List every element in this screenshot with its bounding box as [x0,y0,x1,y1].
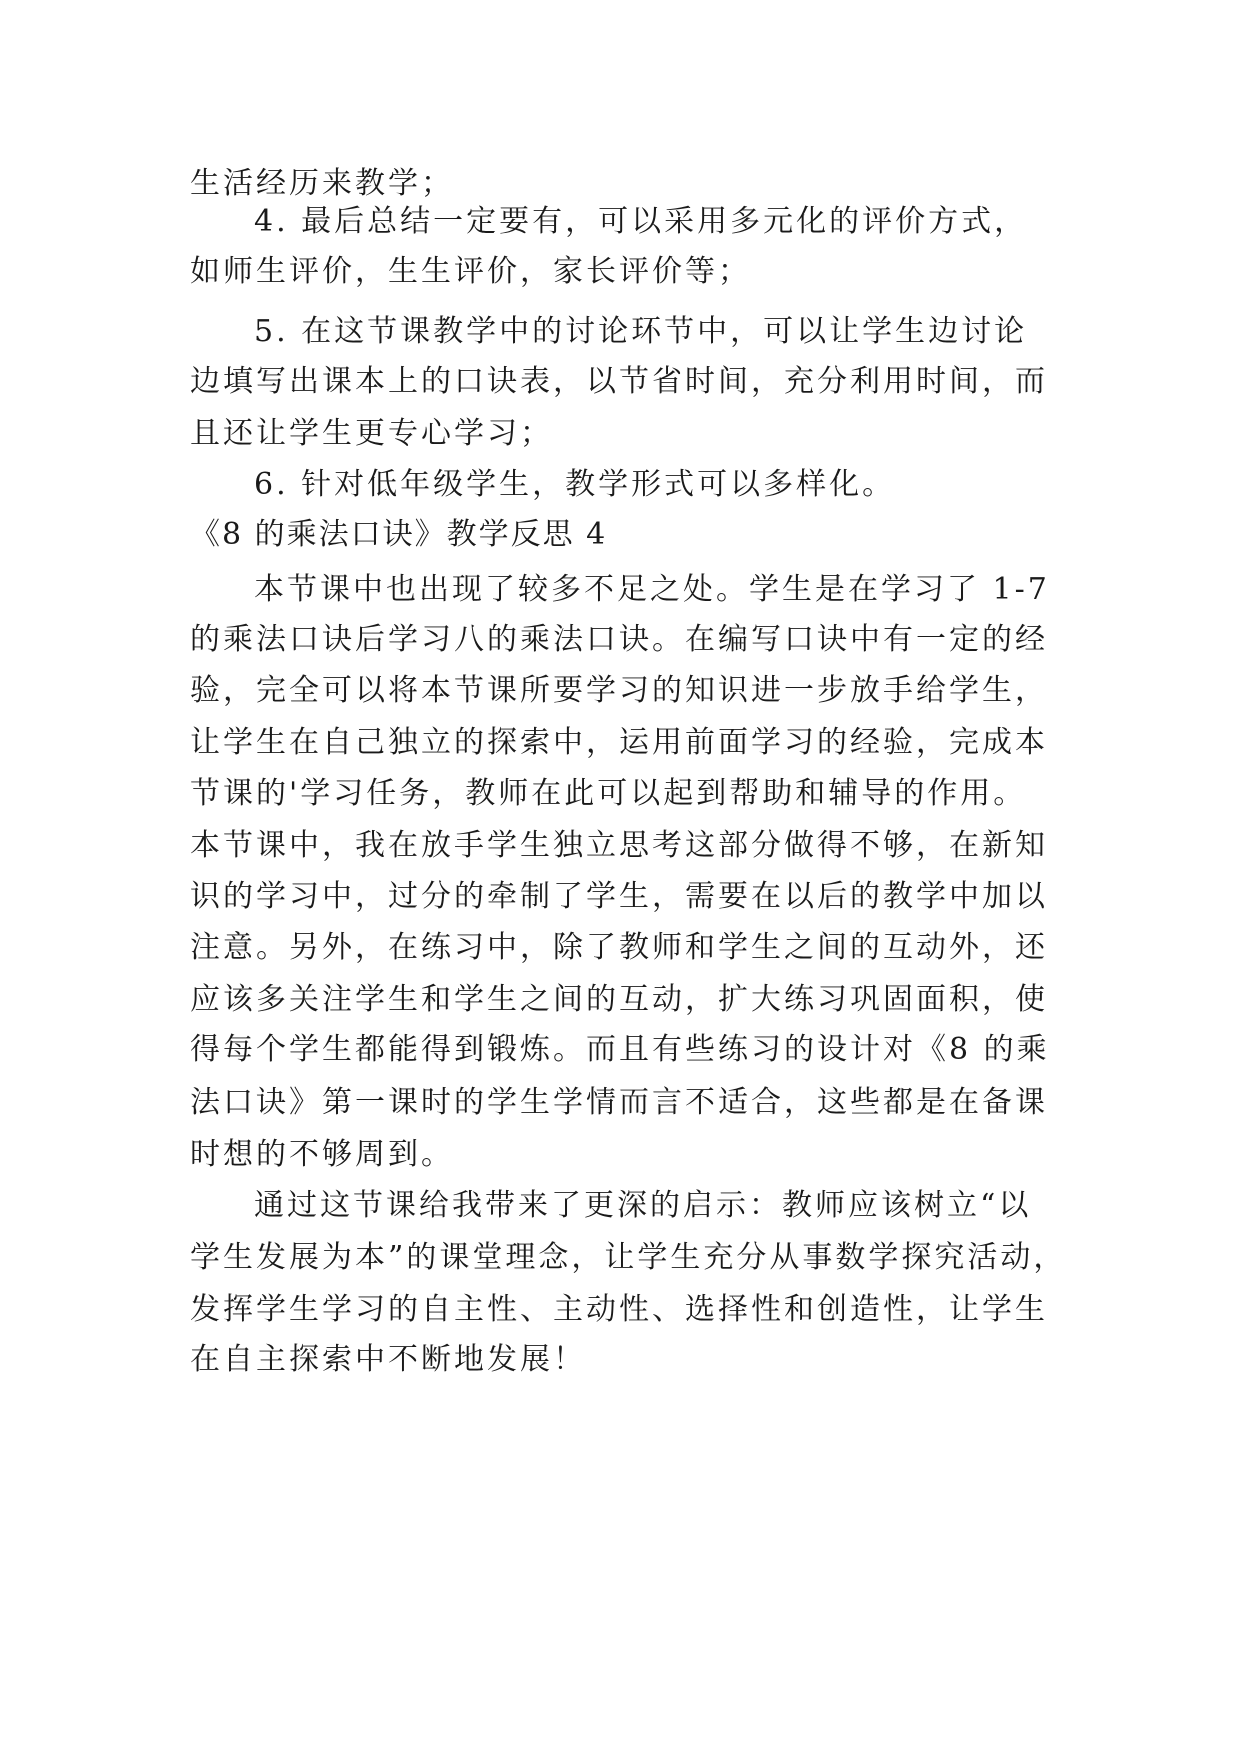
paragraph-line: 在自主探索中不断地发展！ [190,1342,586,1377]
paragraph-line: 学生发展为本”的课堂理念，让学生充分从事数学探究活动， [190,1240,1067,1275]
paragraph-line: 节课的'学习任务，教师在此可以起到帮助和辅导的作用。 [190,776,1027,811]
section-heading: 《8 的乘法口诀》教学反思 4 [190,517,608,552]
paragraph-line: 验，完全可以将本节课所要学习的知识进一步放手给学生， [190,673,1048,708]
paragraph-line: 通过这节课给我带来了更深的启示：教师应该树立“以 [254,1188,1032,1223]
list-item-4: 4. 最后总结一定要有，可以采用多元化的评价方式， [254,204,1028,239]
paragraph-line: 注意。另外，在练习中，除了教师和学生之间的互动外，还 [190,930,1048,965]
paragraph-line: 应该多关注学生和学生之间的互动，扩大练习巩固面积，使 [190,982,1048,1017]
text-line: 且还让学生更专心学习； [190,416,553,451]
text-line: 生活经历来教学； [190,166,454,201]
paragraph-line: 识的学习中，过分的牵制了学生，需要在以后的教学中加以 [190,879,1048,914]
paragraph-line: 的乘法口诀后学习八的乘法口诀。在编写口诀中有一定的经 [190,622,1048,657]
list-item-5: 5. 在这节课教学中的讨论环节中，可以让学生边讨论 [254,314,1028,349]
paragraph-line: 让学生在自己独立的探索中，运用前面学习的经验，完成本 [190,725,1048,760]
paragraph-line: 本节课中，我在放手学生独立思考这部分做得不够，在新知 [190,828,1048,863]
list-item-6: 6. 针对低年级学生，教学形式可以多样化。 [254,467,896,502]
paragraph-line: 得每个学生都能得到锻炼。而且有些练习的设计对《8 的乘 [190,1032,1050,1067]
text-line: 如师生评价，生生评价，家长评价等； [190,254,751,289]
text-line: 边填写出课本上的口诀表，以节省时间，充分利用时间，而 [190,364,1048,399]
paragraph-line: 时想的不够周到。 [190,1137,454,1172]
paragraph-line: 发挥学生学习的自主性、主动性、选择性和创造性，让学生 [190,1292,1048,1327]
paragraph-line: 本节课中也出现了较多不足之处。学生是在学习了 1-7 [254,572,1050,607]
paragraph-line: 法口诀》第一课时的学生学情而言不适合，这些都是在备课 [190,1085,1048,1120]
